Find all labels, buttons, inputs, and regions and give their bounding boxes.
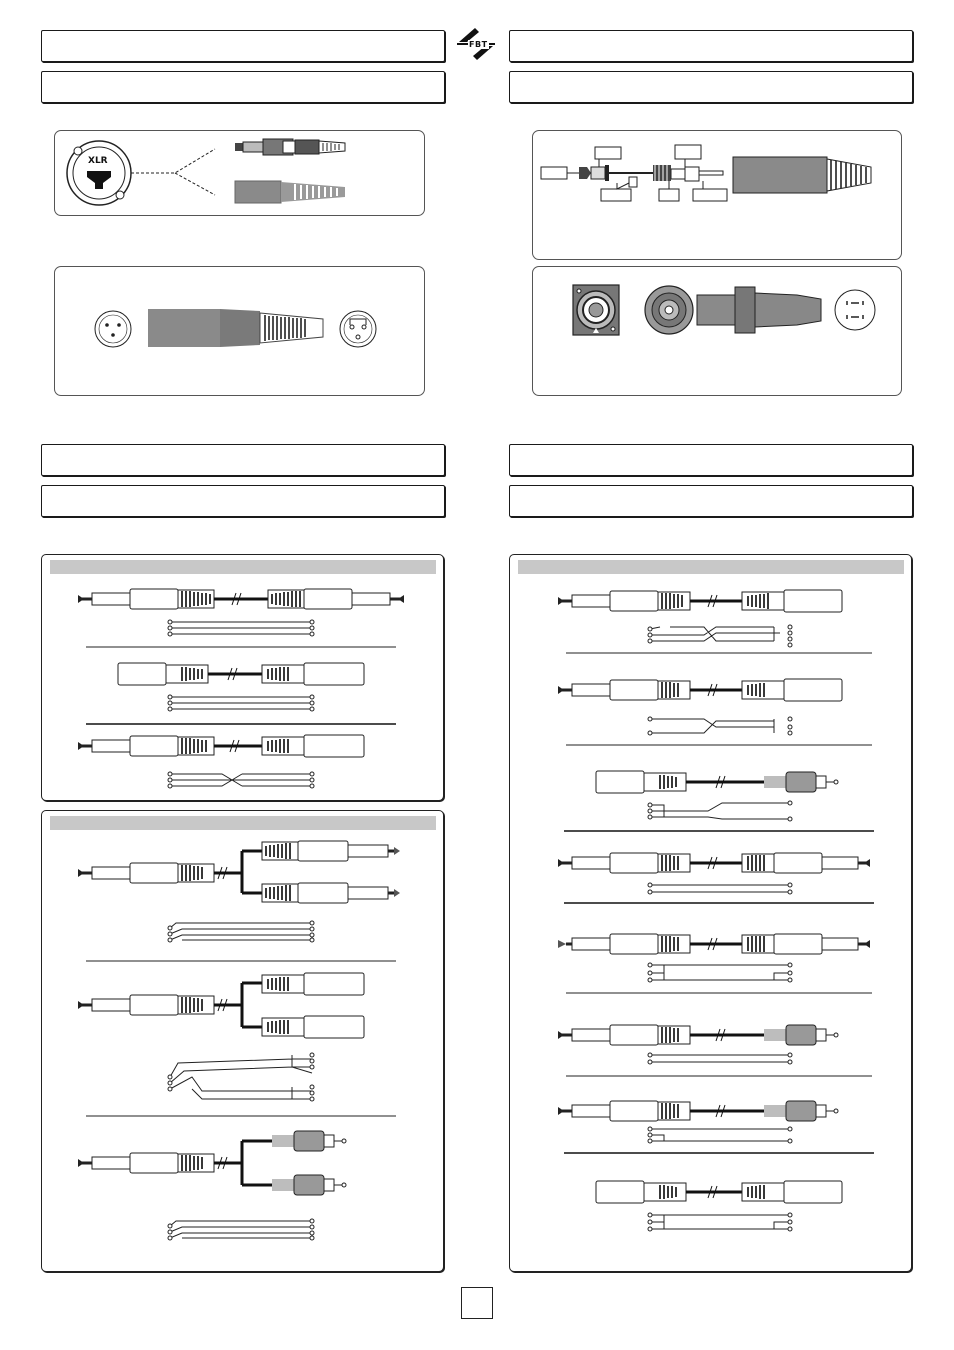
cable-jack-jack (78, 589, 404, 636)
xlr-cable-panel (54, 266, 425, 396)
cable-right-8 (596, 1181, 842, 1231)
cable-panel-right (509, 554, 912, 1272)
cable-y-jack-2xlr (78, 973, 364, 1101)
cable-xlr-xlr (118, 663, 364, 711)
xlr-plug-bottom (235, 181, 345, 203)
cable-right-2 (558, 679, 842, 735)
cable-y-jack-2jack (78, 841, 400, 942)
cable-jack-xlr (78, 735, 364, 788)
cable-diagrams-left-1 (42, 555, 445, 802)
xlr-label: XLR (88, 156, 108, 166)
header-bar-mid-right-1 (509, 444, 913, 476)
cable-panel-left-2 (41, 810, 444, 1272)
header-bar-mid-left-2 (41, 485, 445, 517)
cable-right-1 (558, 590, 842, 647)
cable-diagrams-left-2 (42, 811, 445, 1273)
header-bar-top-left-1 (41, 30, 445, 62)
cable-panel-left-1 (41, 554, 444, 801)
xlr-jack-combo-panel (54, 130, 425, 216)
page-number-box (461, 1287, 493, 1319)
cable-right-3 (596, 771, 838, 821)
cable-y-jack-2rca (78, 1131, 346, 1240)
cable-right-5 (558, 934, 870, 982)
speakon-diagram (533, 267, 903, 397)
header-bar-mid-left-1 (41, 444, 445, 476)
speakon-panel (532, 266, 902, 396)
jack-exploded-panel (532, 130, 902, 260)
cable-right-7 (558, 1101, 838, 1143)
jack-plug-top (235, 139, 345, 155)
xlr-jack-combo-diagram (55, 131, 426, 217)
fbt-logo (455, 24, 497, 64)
jack-exploded-diagram (533, 131, 903, 261)
header-bar-top-right-1 (509, 30, 913, 62)
header-bar-top-left-2 (41, 71, 445, 103)
logo-text: FBT (469, 40, 488, 49)
cable-right-4 (558, 853, 870, 894)
cable-right-6 (558, 1025, 838, 1064)
cable-diagrams-right (510, 555, 913, 1273)
header-bar-top-right-2 (509, 71, 913, 103)
header-bar-mid-right-2 (509, 485, 913, 517)
xlr-cable-diagram (55, 267, 426, 397)
